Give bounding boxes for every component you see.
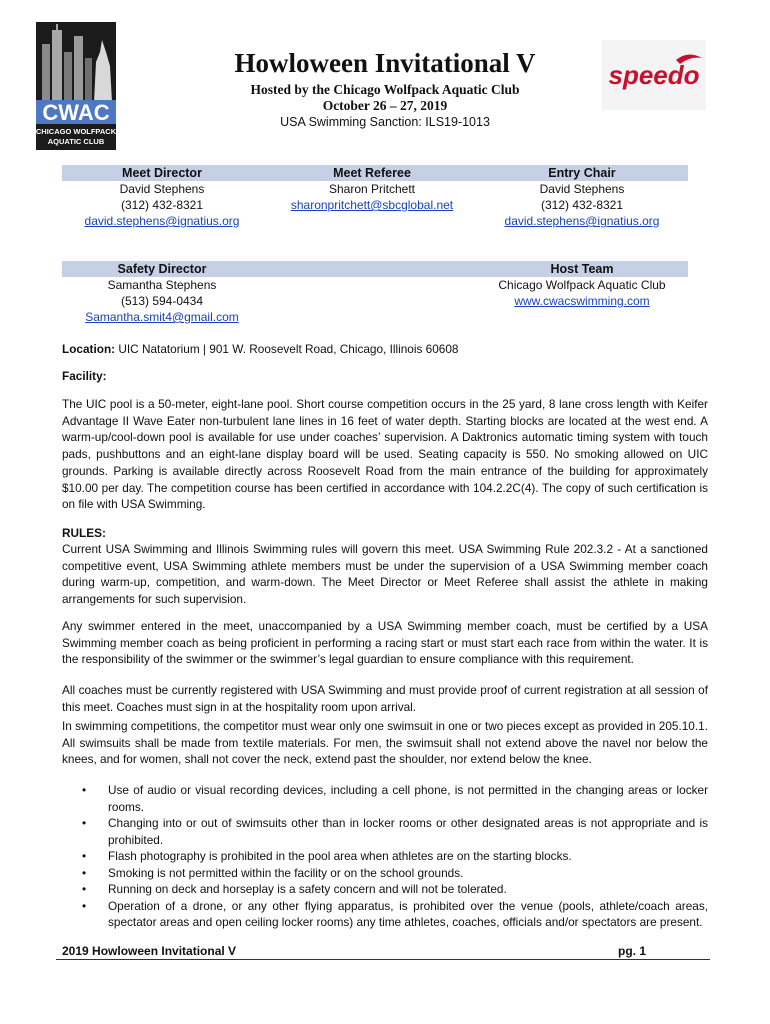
meet-title: Howloween Invitational V [234, 48, 536, 78]
svg-text:AQUATIC CLUB: AQUATIC CLUB [47, 137, 105, 146]
contact-phone: (312) 432-8321 [120, 198, 204, 212]
location-text: UIC Natatorium | 901 W. Roosevelt Road, Chicago, Illinois 60608 [115, 342, 459, 356]
email-link[interactable]: david.stephens@ignatius.org [84, 214, 240, 228]
bullet-icon: • [82, 898, 87, 913]
list-item: • Running on deck and horseplay is a safety concern and will not be tolerated. [82, 882, 507, 896]
role-label: Meet Referee [333, 166, 411, 180]
list-item: • Flash photography is prohibited in the pool area when athletes are on the starting blocks. [82, 849, 572, 863]
rules-paragraph-3: All coaches must be currently registered with USA Swimming and must provide proof of current registration at all session of this meet. Coaches must sign in at the hospitality room upon arrival. [62, 683, 708, 714]
email-link[interactable]: david.stephens@ignatius.org [504, 214, 660, 228]
cwac-logo-text: CWAC [42, 100, 110, 125]
facility-paragraph: The UIC pool is a 50-meter, eight-lane pool. Short course competition occurs in the 25 yard, 8 lane cross length with Keifer Advantage II Wave Eater non-turbulent lane lines in 16 feet of water depth. Starting blocks are located at the west end. A warm-up/cool-down pool is available for use under coaches’ supervision. A Daktronics automatic timing system with touch pads, pushbuttons and an eight-lane display board will be used. Seating capacity is 550. No smoking allowed on UIC grounds. Parking is available directly across Roosevelt Road from the main entrance of the building for approximately $10.00 per day. The competition course has been certified in accordance with 104.2.2C(4). The copy of such certification is on file with USA Swimming. [62, 397, 708, 512]
email-link[interactable]: Samantha.smit4@gmail.com [85, 310, 239, 324]
list-item: • Smoking is not permitted within the facility or on the school grounds. [82, 865, 464, 880]
contact-name: David Stephens [539, 182, 625, 196]
cwac-logo [36, 22, 116, 150]
sanction-number: USA Swimming Sanction: ILS19-1013 [280, 115, 490, 129]
contact-phone: (312) 432-8321 [540, 198, 624, 212]
role-label: Safety Director [117, 262, 207, 276]
rules-paragraph-1: Current USA Swimming and Illinois Swimming rules will govern this meet. USA Swimming Rule 202.3.2 - At a sanctioned competitive event, USA Swimming athlete members must be under the supervision of a USA Swimming member coach during warm-up, competition, and warm-down. The Meet Director or Meet Referee shall assist the athlete in making arrangements for such supervision. [62, 542, 708, 607]
list-item: • Use of audio or visual recording devices, including a cell phone, is not permitted in the changing areas or locker rooms. [82, 783, 708, 814]
footer-title: 2019 Howloween Invitational V [62, 944, 237, 958]
meet-director-block [62, 165, 262, 229]
host-team-block [482, 261, 682, 309]
facility-heading: Facility: [62, 369, 107, 383]
role-label: Meet Director [122, 166, 202, 180]
role-label: Entry Chair [548, 166, 616, 180]
rules-heading: RULES: [62, 526, 106, 540]
svg-text:CHICAGO WOLFPACK: CHICAGO WOLFPACK [36, 127, 116, 136]
list-item: • Changing into or out of swimsuits other than in locker rooms or other designated areas is not appropriate and is prohibited. [82, 816, 708, 847]
host-line: Hosted by the Chicago Wolfpack Aquatic Club [250, 82, 520, 97]
email-link[interactable]: sharonpritchett@sbcglobal.net [290, 198, 454, 212]
website-link[interactable]: www.cwacswimming.com [514, 294, 650, 308]
contact-name: Chicago Wolfpack Aquatic Club [498, 278, 666, 292]
page-number: pg. 1 [618, 944, 647, 958]
meet-dates: October 26 – 27, 2019 [322, 98, 448, 113]
safety-director-block [62, 261, 262, 325]
meet-referee-block [272, 165, 472, 213]
rules-bullet-list [62, 782, 708, 931]
bullet-icon: • [82, 865, 87, 880]
bullet-icon: • [82, 816, 87, 830]
contact-name: Sharon Pritchett [328, 182, 416, 196]
role-label: Host Team [550, 262, 614, 276]
rules-paragraph-2: Any swimmer entered in the meet, unaccompanied by a USA Swimming member coach, must be certified by a USA Swimming member coach as being proficient in performing a racing start or must start each race from within the water. It is the responsibility of the swimmer or the swimmer’s legal guardian to ensure compliance with this requirement. [62, 619, 708, 667]
rules-paragraph-4: In swimming competitions, the competitor must wear only one swimsuit in one or two pieces except as provided in 205.10.1. All swimsuits shall be made from textile materials. For men, the swimsuit shall not extend above the navel nor below the knees, and for women, shall not cover the neck, extend past the shoulder, nor extend below the knee. [62, 719, 708, 767]
contact-name: David Stephens [119, 182, 205, 196]
footer-divider [56, 959, 710, 960]
bullet-icon: • [82, 849, 87, 863]
svg-text:speedo: speedo [608, 60, 700, 90]
list-item: • Operation of a drone, or any other flying apparatus, is prohibited over the venue (pools, athlete/coach areas, spectator areas and open ceiling locker rooms) any time athletes, coaches, officials and/or spectators are present. [82, 898, 708, 929]
entry-chair-block [482, 165, 682, 229]
contact-phone: (513) 594-0434 [120, 294, 204, 308]
location-line [62, 341, 708, 358]
location-label: Location: [62, 342, 116, 356]
bullet-icon: • [82, 882, 87, 896]
bullet-icon: • [82, 783, 87, 797]
contact-name: Samantha Stephens [107, 278, 217, 292]
